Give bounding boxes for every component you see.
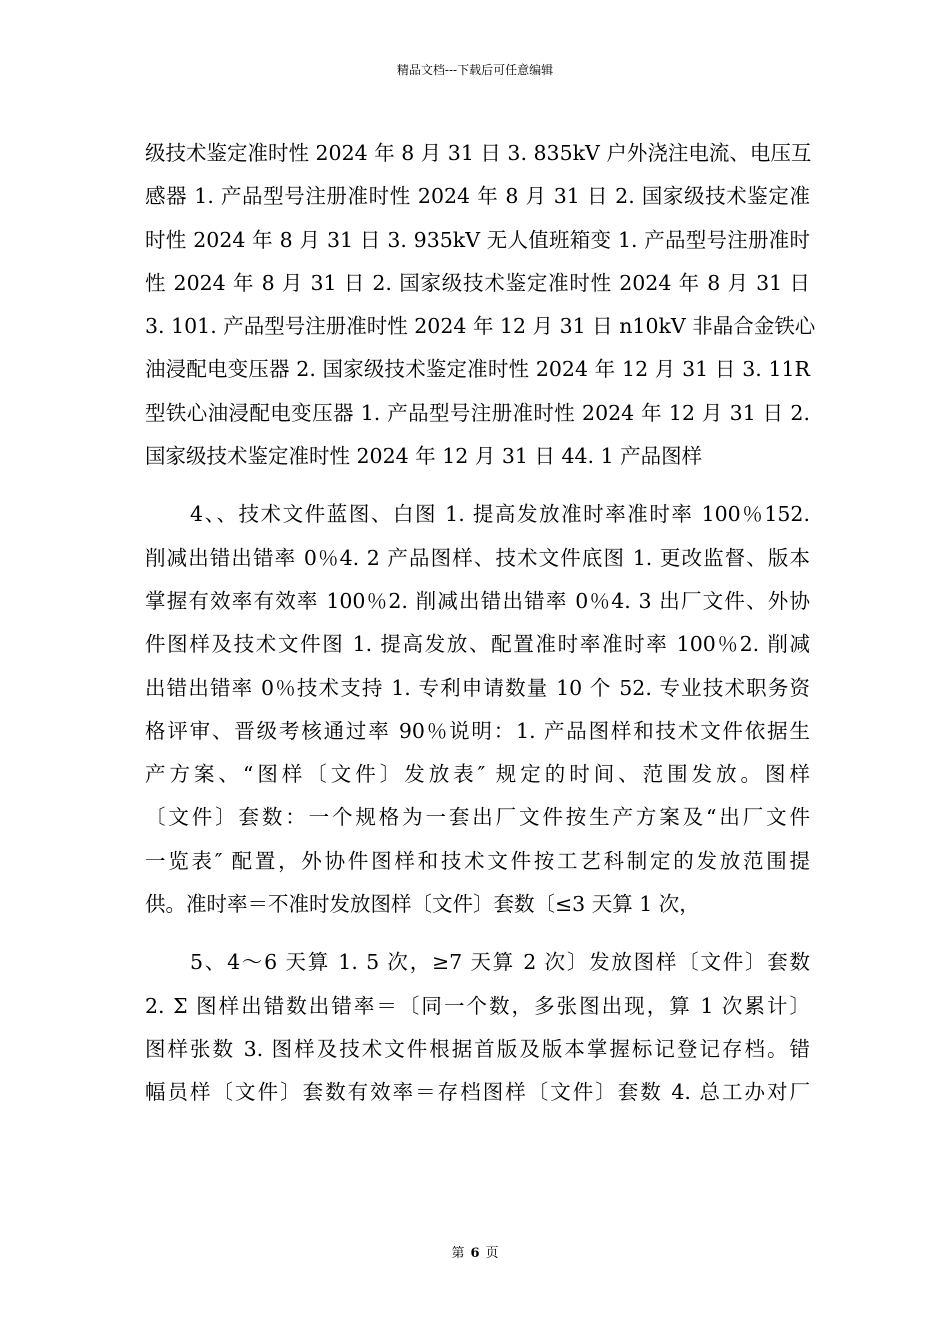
paragraph-2 xyxy=(145,493,810,926)
paragraph-gap xyxy=(145,926,810,941)
text-line: 时性 2024 年 8 月 31 日 3. 935kV 无人值班箱变 1. 产品型号注册准时 xyxy=(145,227,810,252)
text-line: 供。准时率＝不准时发放图样〔文件〕套数〔≤3 天算 1 次， xyxy=(145,892,700,917)
text-line: 〔文件〕套数：一个规格为一套出厂文件按生产方案及“出厂文件 xyxy=(145,805,810,830)
text-line: 型铁心油浸配电变压器 1. 产品型号注册准时性 2024 年 12 月 31 日 2. xyxy=(145,400,810,425)
text-line: 4、、技术文件蓝图、白图 1. 提高发放准时率准时率 100％152. xyxy=(190,502,810,527)
text-line: 3. 101. 产品型号注册准时性 2024 年 12 月 31 日 n10kV 非晶合金铁心 xyxy=(145,314,816,339)
text-line: 掌握有效率有效率 100％2. 削减出错出错率 0％4. 3 出厂文件、外协 xyxy=(145,588,810,613)
page-header: 精品文档---下载后可任意编辑 xyxy=(396,63,554,77)
footer-suffix: 页 xyxy=(485,1246,499,1261)
paragraph-3 xyxy=(145,941,810,1114)
text-line: 级技术鉴定准时性 2024 年 8 月 31 日 3. 835kV 户外浇注电流、电压互 xyxy=(145,141,812,165)
text-line: 一览表″ 配置，外协件图样和技术文件按工艺科制定的发放范围提 xyxy=(145,848,810,873)
text-line: 出错出错率 0％技术支持 1. 专利申请数量 10 个 52. 专业技术职务资 xyxy=(145,675,810,700)
text-line: 5、4～6 天算 1. 5 次，≥7 天算 2 次〕发放图样〔文件〕套数 xyxy=(190,950,810,975)
text-line: 国家级技术鉴定准时性 2024 年 12 月 31 日 44. 1 产品图样 xyxy=(145,444,703,469)
text-line: 件图样及技术文件图 1. 提高发放、配置准时率准时率 100％2. 削减 xyxy=(145,632,810,657)
paragraph-1 xyxy=(145,132,816,478)
text-line: 格评审、晋级考核通过率 90％说明：1. 产品图样和技术文件依据生 xyxy=(145,718,810,743)
text-line: 感器 1. 产品型号注册准时性 2024 年 8 月 31 日 2. 国家级技术鉴定准 xyxy=(145,184,810,209)
text-line: 图样张数 3. 图样及技术文件根据首版及版本掌握标记登记存档。错 xyxy=(145,1036,810,1061)
text-line: 产方案、“图样〔文件〕发放表″ 规定的时间、范围发放。图样 xyxy=(145,762,810,787)
text-line: 性 2024 年 8 月 31 日 2. 国家级技术鉴定准时性 2024 年 8 月 31 日 xyxy=(145,270,810,295)
body-text xyxy=(145,132,816,1115)
text-line: 幅员样〔文件〕套数有效率＝存档图样〔文件〕套数 4. 总工办对厂 xyxy=(145,1080,810,1105)
text-line: 油浸配电变压器 2. 国家级技术鉴定准时性 2024 年 12 月 31 日 3. 11R xyxy=(145,357,810,382)
text-line: 2. Σ 图样出错数出错率＝〔同一个数，多张图出现，算 1 次累计〕 xyxy=(145,993,810,1018)
text-line: 削减出错出错率 0％4. 2 产品图样、技术文件底图 1. 更改监督、版本 xyxy=(145,545,810,570)
page-footer xyxy=(0,1245,950,1263)
paragraph-gap xyxy=(145,478,810,493)
footer-prefix: 第 xyxy=(451,1246,465,1261)
page-number: 6 xyxy=(470,1246,480,1261)
